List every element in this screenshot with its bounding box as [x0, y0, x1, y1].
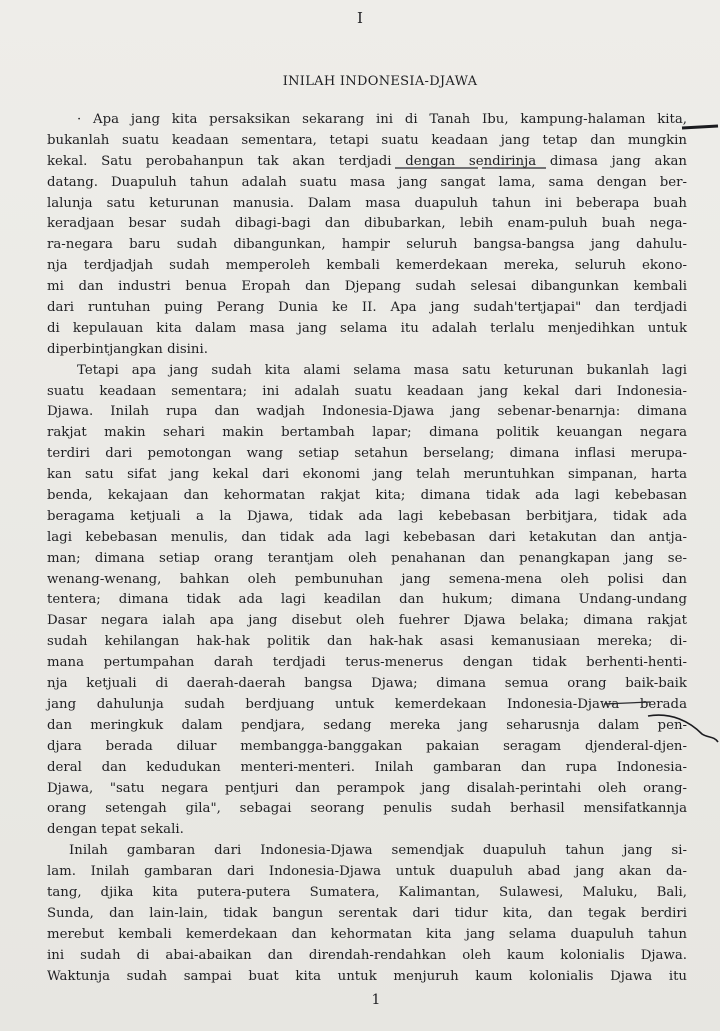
section-roman-numeral: I	[357, 9, 363, 27]
text-line: ra-negara baru sudah dibangunkan, hampir seluruh bangsa-bangsa jang dahulu-	[47, 237, 687, 253]
text-line: kekal. Satu perobahanpun tak akan terdjadi dengan sendirinja dimasa jang akan	[47, 153, 687, 169]
text-line: keradjaan besar sudah dibagi-bagi dan dibubarkan, lebih enam-puluh buah nega-	[47, 216, 687, 232]
text-line: lam. Inilah gambaran dari Indonesia-Djawa untuk duapuluh abad jang akan da-	[47, 864, 687, 880]
text-line: suatu keadaan sementara; ini adalah suatu keadaan jang kekal dari Indonesia-	[47, 383, 687, 399]
text-line: diperbintjangkan disini.	[47, 341, 208, 357]
text-line: tentera; dimana tidak ada lagi keadilan dan hukum; dimana Undang-undang	[47, 592, 687, 608]
margin-pen-mark	[682, 126, 718, 128]
text-line: lagi kebebasan menulis, dan tidak ada lagi kebebasan dari ketakutan dan antja-	[47, 529, 687, 545]
text-line: ini sudah di abai-abaikan dan direndah-rendahkan oleh kaum kolonialis Djawa.	[47, 947, 687, 963]
text-line: Sunda, dan lain-lain, tidak bangun serentak dari tidur kita, dan tegak berdiri	[47, 905, 687, 921]
text-line: nja terdjadjah sudah memperoleh kembali kemerdekaan mereka, seluruh ekono-	[47, 258, 687, 274]
text-line: deral dan kedudukan menteri-menteri. Inilah gambaran dan rupa Indonesia-	[47, 759, 687, 775]
page-title: INILAH INDONESIA-DJAWA	[282, 74, 478, 89]
text-line: Waktunja sudah sampai buat kita untuk menjuruh kaum kolonialis Djawa itu	[47, 968, 687, 984]
text-line: sudah kehilangan hak-hak politik dan hak-hak asasi kemanusiaan mereka; di-	[47, 634, 687, 650]
paragraph-2	[47, 361, 687, 841]
text-line: orang setengah gila", sebagai seorang penulis sudah berhasil mensifatkannja	[47, 801, 687, 817]
text-line: mana pertumpahan darah terdjadi terus-menerus dengan tidak berhenti-henti-	[47, 655, 687, 671]
paragraph-1	[47, 110, 687, 361]
text-line: wenang-wenang, bahkan oleh pembunuhan jang semena-mena oleh polisi dan	[47, 571, 687, 587]
text-line: dari runtuhan puing Perang Dunia ke II. Apa jang sudah'tertjapai" dan terdjadi	[47, 300, 687, 316]
text-line: Dasar negara ialah apa jang disebut oleh fuehrer Djawa belaka; dimana rakjat	[47, 613, 687, 629]
text-line: Inilah gambaran dari Indonesia-Djawa semendjak duapuluh tahun jang si-	[69, 843, 687, 859]
text-line: benda, kekajaan dan kehormatan rakjat kita; dimana tidak ada lagi kebebasan	[47, 488, 687, 504]
paragraph-3	[47, 841, 687, 987]
text-line: datang. Duapuluh tahun adalah suatu masa jang sangat lama, sama dengan ber-	[47, 174, 687, 190]
text-line: · Apa jang kita persaksikan sekarang ini di Tanah Ibu, kampung-halaman kita,	[77, 112, 687, 127]
text-line: man; dimana setiap orang terantjam oleh penahanan dan penangkapan jang se-	[47, 550, 687, 566]
text-line: dan meringkuk dalam pendjara, sedang mereka jang seharusnja dalam pen-	[47, 717, 687, 733]
text-line: bukanlah suatu keadaan sementara, tetapi suatu keadaan jang tetap dan mungkin	[47, 132, 687, 148]
text-line: terdiri dari pemotongan wang setiap setahun berselang; dimana inflasi merupa-	[47, 446, 687, 462]
text-line: Tetapi apa jang sudah kita alami selama masa satu keturunan bukanlah lagi	[77, 362, 687, 378]
text-line: beragama ketjuali a la Djawa, tidak ada lagi kebebasan berbitjara, tidak ada	[47, 508, 687, 524]
text-line: mi dan industri benua Eropah dan Djepang sudah selesai dibangunkan kembali	[47, 279, 687, 295]
text-line: rakjat makin sehari makin bertambah lapar; dimana politik keuangan negara	[47, 425, 687, 441]
text-line: lalunja satu keturunan manusia. Dalam masa duapuluh tahun ini beberapa buah	[47, 195, 687, 211]
page-number: 1	[371, 992, 381, 1008]
text-line: merebut kembali kemerdekaan dan kehormatan kita jang selama duapuluh tahun	[47, 926, 687, 942]
text-line: di kepulauan kita dalam masa jang selama itu adalah terlalu menjedihkan untuk	[47, 320, 687, 336]
text-line: Djawa, "satu negara pentjuri dan perampok jang disalah-perintahi oleh orang-	[47, 780, 687, 796]
text-line: dengan tepat sekali.	[47, 822, 184, 838]
text-line: jang dahulunja sudah berdjuang untuk kemerdekaan Indonesia-Djawa berada	[47, 696, 687, 712]
text-line: nja ketjuali di daerah-daerah bangsa Djawa; dimana semua orang baik-baik	[47, 676, 687, 692]
text-line: kan satu sifat jang kekal dari ekonomi jang telah meruntuhkan simpanan, harta	[47, 467, 687, 483]
text-line: tang, djika kita putera-putera Sumatera, Kalimantan, Sulawesi, Maluku, Bali,	[47, 884, 687, 900]
body-text	[47, 110, 687, 987]
text-line: djara berada diluar membangga-banggakan pakaian seragam djenderal-djen-	[47, 738, 687, 754]
text-line: Djawa. Inilah rupa dan wadjah Indonesia-Djawa jang sebenar-benarnja: dimana	[47, 404, 687, 420]
